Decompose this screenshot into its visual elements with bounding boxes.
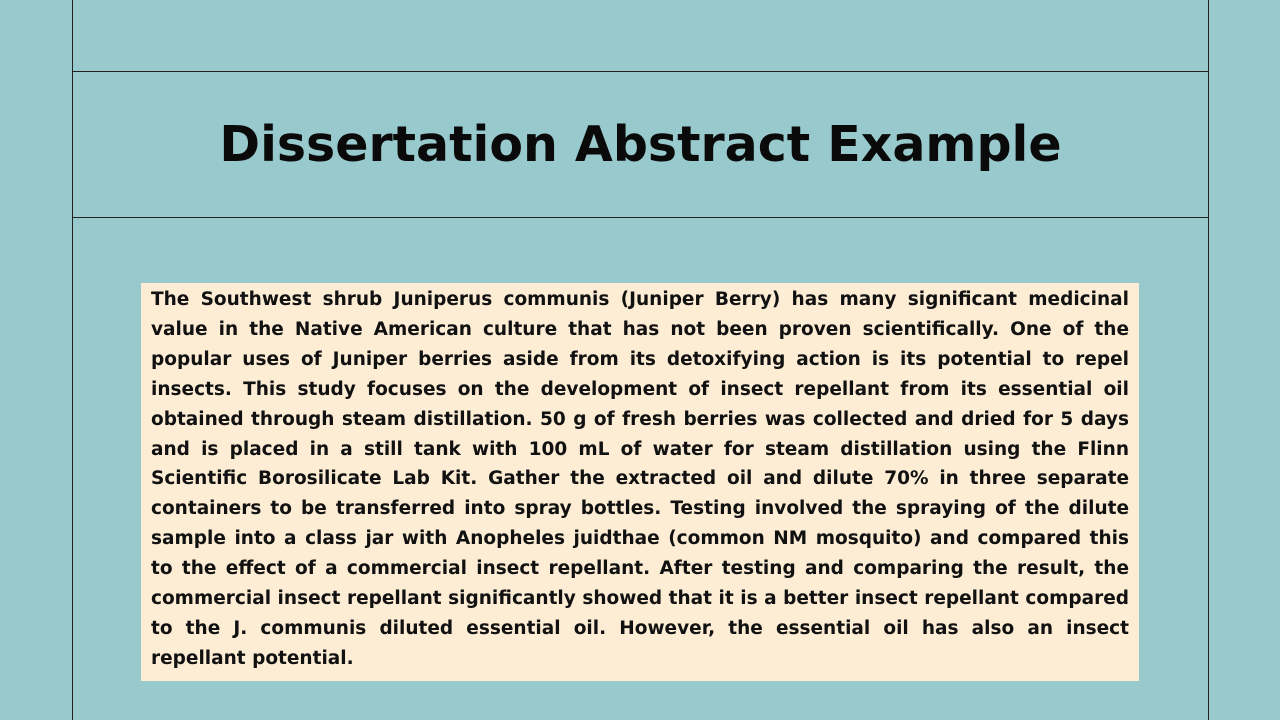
- right-frame-line: [1208, 0, 1209, 720]
- slide-title: Dissertation Abstract Example: [219, 116, 1062, 173]
- abstract-box: [141, 283, 1139, 681]
- title-bottom-divider: [72, 217, 1209, 218]
- abstract-text: The Southwest shrub Juniperus communis (Juniper Berry) has many significant medicinal value in the Native American culture that has not been proven scientifically. One of the popular uses of Juniper berries aside from its detoxifying action is its potential to repel insects. This study focuses on the development of insect repellant from its essential oil obtained through steam distillation. 50 g of fresh berries was collected and dried for 5 days and is placed in a still tank with 100 mL of water for steam distillation using the Flinn Scientific Borosilicate Lab Kit. Gather the extracted oil and dilute 70% in three separate containers to be transferred into spray bottles. Testing involved the spraying of the dilute sample into a class jar with Anopheles juidthae (common NM mosquito) and compared this to the effect of a commercial insect repellant. After testing and comparing the result, the commercial insect repellant significantly showed that it is a better insect repellant compared to the J. communis diluted essential oil. However, the essential oil has also an insect repellant potential.: [151, 289, 1129, 669]
